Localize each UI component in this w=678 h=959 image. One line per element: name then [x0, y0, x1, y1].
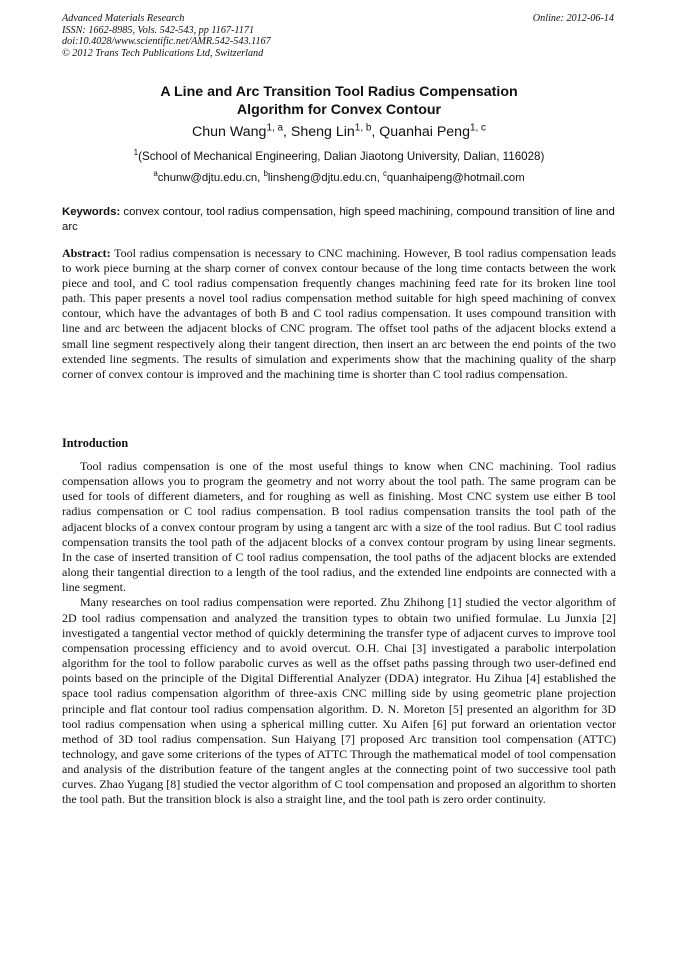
issn-line: ISSN: 1662-8985, Vols. 542-543, pp 1167-1171	[62, 24, 255, 36]
copyright-line: © 2012 Trans Tech Publications Ltd, Switzerland	[62, 47, 264, 59]
introduction-body	[62, 459, 616, 808]
author-affil-mark: 1, a	[266, 122, 283, 134]
paper-title	[62, 83, 616, 119]
email-address[interactable]: linsheng@djtu.edu.cn	[267, 172, 377, 184]
author-list: Chun Wang$^{1, a}$, Sheng Lin$^{1, b}$, Quanhai Peng$^{1, c}$	[192, 122, 486, 140]
keywords-text: convex contour, tool radius compensation, high speed machining, compound transition of line and arc	[62, 206, 615, 233]
abstract-block	[62, 246, 616, 382]
affiliation-text: (School of Mechanical Engineering, Dalian Jiaotong University, Dalian, 116028)	[138, 150, 545, 163]
author-name: Sheng Lin	[290, 124, 355, 140]
paragraph: Tool radius compensation is one of the most useful things to know when CNC machining. Tool radius compensation allows you to program the geometry and not worry about the tool path. The same program can be used for tools of different diameters, and for roughing as well as finishing. Most CNC system use either B tool radius compensation or C tool radius compensation. B tool radius compensation transits the tool path of the adjacent blocks of a convex contour program by using a tangent arc with a size of the tool radius. But C tool radius compensation transits the tool path of the adjacent blocks of a convex contour program by using linear segments. In the case of inserted transition of C tool radius compensation, the tool paths of the adjacent blocks are extended along their tangential direction to a length of the tool radius, and the extended line endpoints are connected with a line segment.	[62, 459, 616, 595]
online-date: Online: 2012-06-14	[532, 13, 614, 24]
email-mark: c	[382, 169, 387, 179]
affiliation	[62, 149, 616, 165]
journal-name: Advanced Materials Research	[62, 13, 185, 24]
abstract-text: Tool radius compensation is necessary to CNC machining. However, B tool radius compensation leads to work piece burning at the sharp corner of convex contour because of the long time contacts between the work piece and tool, and C tool radius compensation frequently changes machining feed rate for its broken line tool path. This paper presents a novel tool radius compensation method suitable for high speed machining of convex contour, which have the advantages of both B and C tool radius compensation. It uses compound transition with line and arc between the adjacent blocks of CNC program. The offset tool paths of the adjacent blocks extend a small line segment respectively along their tangent direction, then insert an arc between the end points of the two extended line segments. The results of simulation and experiments show that the machining quality of the sharp corner of convex contour is improved and the machining time is shorter than C tool radius compensation.	[62, 246, 616, 381]
title-line-2: Algorithm for Convex Contour	[236, 102, 442, 118]
affiliation-mark: 1	[133, 148, 139, 158]
keywords-label: Keywords:	[62, 206, 121, 218]
email-address[interactable]: chunw@djtu.edu.cn	[157, 172, 258, 184]
keywords-block	[62, 205, 616, 235]
section-heading-introduction: Introduction	[62, 436, 129, 450]
paragraph: Many researches on tool radius compensation were reported. Zhu Zhihong [1] studied the vector algorithm of 2D tool radius compensation and analyzed the transition types to obtain two unified formulae. Lu Junxia [2] investigated a tangential vector method of quickly determining the transfer type of adjacent curves to improve tool compensation processing efficiency and to avoid overcut. O.H. Chai [3] investigated a parabolic interpolation algorithm for the tool to follow parabolic curves as well as the offset paths passing through two user-defined end points based on the principle of the Digital Differential Analyzer (DDA) integrator. Hu Zihua [4] established the space tool radius compensation algorithm of three-axis CNC milling side by using geometric plane projection principle and flat contour tool radius compensation algorithm. D. N. Moreton [5] presented an algorithm for 3D tool radius compensation when using a spherical milling cutter. Xu Aifen [6] put forward an orientation vector method of 3D tool radius compensation. Sun Haiyang [7] proposed Arc transition tool compensation (ATTC) technology, and gave some criterions of the types of ATTC Through the mathematical model of tool compensation and analysis of the distribution feature of the tangent angles at the connecting point of two successive tool path curves. Zhao Yugang [8] studied the vector algorithm of C tool compensation and proposed an algorithm to shorten the tool path. But the transition block is also a straight line, and the tool path is zero order continuity.	[62, 595, 616, 807]
author-name: Chun Wang	[192, 124, 267, 140]
doi-line: doi:10.4028/www.scientific.net/AMR.542-543.1167	[62, 36, 271, 48]
email-list: $^a$chunw@djtu.edu.cn, $^b$linsheng@djtu.edu.cn, $^c$quanhaipeng@hotmail.com	[153, 169, 525, 184]
email-mark: b	[263, 169, 268, 179]
journal-header	[62, 13, 271, 59]
author-affil-mark: 1, c	[469, 122, 486, 134]
email-address[interactable]: quanhaipeng@hotmail.com	[386, 172, 525, 184]
author-name: Quanhai Peng	[379, 124, 470, 140]
email-mark: a	[153, 169, 158, 179]
author-affil-mark: 1, b	[354, 122, 372, 134]
abstract-label: Abstract:	[62, 246, 111, 260]
title-line-1: A Line and Arc Transition Tool Radius Compensation	[160, 84, 518, 100]
